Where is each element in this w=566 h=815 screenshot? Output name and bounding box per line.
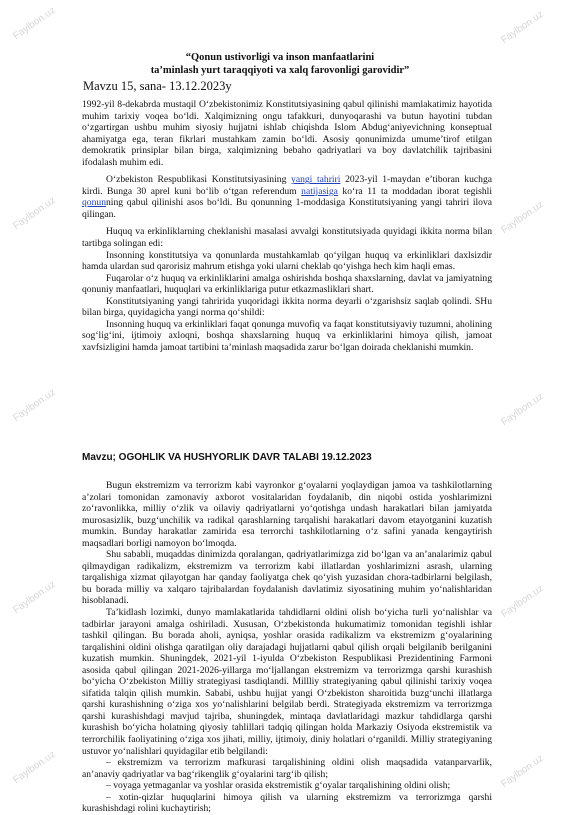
watermark: Faylbon.uz	[11, 748, 58, 787]
section-2-body	[82, 480, 492, 815]
paragraph: Fuqarolar o‘z huquq va erkinliklarini amalga oshirishda boshqa shaxslarning, davlat va jamiyatning qonuniy manfaatlari, huquqlari va erkinliklariga putur etkazmasliklari shart.	[82, 272, 492, 296]
paragraph: Ta’kidlash lozimki, dunyo mamlakatlarida tahdidlarni oldini olish bo‘yicha turli yo‘nalishlar va tadbirlar jarayoni amalga oshiriladi. Xususan, O‘zbekistonda hukumatimiz tomonidan tegishli ishlar tashkil qilingan. Bu borada aholi, ayniqsa, yoshlar orasida radikalizm va ekstremizm g‘oyalarining tarqalishini oldini olishga qaratilgan oliy darajadagi hujjatlarni qabul qilish orqali belgilanib berilganini kuzatish mumkin. Shuningdek, 2021-yil 1-iyulda O‘zbekiston Respublikasi Prezidentining Farmoni asosida qabul qilingan 2021-2026-yillarga mo‘ljallangan ekstremizm va terrorizmga qarshi kurashish bo‘yicha O‘zbekiston Milliy strategiyasi tasdiqlandi. Millliy strategiyaning qabul qilinishi tarixiy voqea sifatida talqin qilish mumkin. Sababi, ushbu hujjat yangi O‘zbekiston sharoitida buzg‘unchi illatlarga qarshi kurashishning o‘ziga xos yo‘nalishlarini belgilab berdi. Strategiyada ekstremizm va terrorizmga qarshi kurashishdagi mavjud tajriba, shuningdek, mintaqa davlatlaridagi mazkur tahdidlarga qarshi kurashish bo‘yicha holatning qiyosiy tahlillari tadqiq qilingan holda Markaziy Osiyoda ekstremistik va terrorchilik faoliyatining o‘ziga xos jihati, milliy, ijtimoiy, diniy holatlari o‘rganildi. Milliy strategiyaning ustuvor yo‘nalishlari quyidagilar etib belgilandi:	[82, 607, 492, 757]
bullet-item: – xotin-qizlar huquqlarini himoya qilish va ularning ekstremizm va terrorizmga qarshi kurashishdagi rolini kuchaytirish;	[82, 791, 492, 815]
watermark: Faylbon.uz	[499, 198, 546, 237]
paragraph: Bugun ekstremizm va terrorizm kabi vayronkor g‘oyalarni yoqlaydigan jamoa va tashkilotlarning a’zolari tomonidan zamonaviy axborot vositalaridan foydalanib, din niqobi ostida yoshlarimizni zo‘ravonlikka, milliy o‘zlik va oilaviy qadriyatlarni yo‘qotishga undash harakatlari bilan jamiyatda murosasizlik, buzg‘unchilik va radikal qarashlarning tarqalishi harakatlari davom etayotganini kuzatish mumkin. Bunday harakatlar zamirida esa terrorchi tashkilotlarning o‘z safini yanada kengaytirish maqsadlari borligi namoyon bo‘lmoqda.	[82, 480, 492, 549]
title-line-2: ta’minlash yurt taraqqiyoti va xalq farovonligi garovidir”	[150, 64, 410, 76]
watermark: Faylbon.uz	[499, 8, 546, 47]
paragraph	[82, 174, 492, 220]
watermark: Faylbon.uz	[11, 4, 58, 43]
section-1-body	[82, 99, 492, 353]
link-natijasiga[interactable]: natijasiga	[301, 185, 338, 197]
title-line-1: “Qonun ustivorligi va inson manfaatlarini	[185, 52, 375, 63]
topic-date: Mavzu 15, sana- 13.12.2023y	[83, 79, 232, 93]
watermark: Faylbon.uz	[499, 582, 546, 621]
watermark: Faylbon.uz	[11, 386, 58, 425]
paragraph: Insonning huquq va erkinliklari faqat qonunga muvofiq va faqat konstitutsiyaviy tuzumni, aholining sog‘lig‘ini, ijtimoiy axloqni, boshqa shaxslarning huquq va erkinliklarini himoya qilish, jamoat xavfsizligini hamda jamoat tartibini ta’minlash maqsadida zarur bo‘lgan doirada cheklanishi mumkin.	[82, 318, 492, 353]
text-run: 2023-yil 1-maydan e’tiboran kuchga kirdi. Bunga 30 aprel kuni bo‘lib o‘tgan referendum	[82, 174, 493, 197]
text-run: ning qabul qilinishi asos bo‘ldi. Bu qonunning 1-moddasiga Konstitutsiyaning yangi tahriri ilova qilingan.	[82, 197, 492, 220]
link-qonun[interactable]: qonun	[82, 197, 106, 209]
paragraph: Shu sababli, muqaddas dinimizda qoralangan, qadriyatlarimizga zid bo‘lgan va an’analarimiz qabul qilmaydigan radikalizm, ekstremizm va terrorizm kabi illatlardan yoshlarimizni asrash, ularning tarqalishiga xizmat qilayotgan har qanday faoliyatga chek qo‘yish yuzasidan chora-tadbirlarni belgilash, bu borada milliy va xalqaro tajribalardan foydalanish davlatimiz siyosatining muhim yo‘nalishlaridan hisoblanadi.	[82, 549, 492, 607]
document-title	[60, 52, 500, 77]
text-run: O‘zbekiston Respublikasi Konstitutsiyasining	[106, 174, 292, 186]
watermark: Faylbon.uz	[499, 390, 546, 429]
watermark: Faylbon.uz	[11, 194, 58, 233]
watermark: Faylbon.uz	[11, 578, 58, 617]
paragraph: 1992-yil 8-dekabrda mustaqil O‘zbekistonimiz Konstitutsiyasining qabul qilinishi mamlakatimiz hayotida muhim tarixiy voqea bo‘ldi. Xalqimizning ongu tafakkuri, dunyoqarashi va butun hayotini tubdan o‘zgartirgan ushbu muhim siyosiy hujjatni ishlab chiqishda Islom Abdug‘aniyevichning konseptual ahamiyatga ega, teran fikrlari mustahkam zamin bo‘ldi. Asosiy qonunimizda umume’tirof etilgan demokratik prinsiplar bilan birga, xalqimizning bebaho qadriyatlari va boy davlatchilik tajribasini ifodalash muhim edi.	[82, 99, 492, 168]
text-run: ko‘ra 11 ta moddadan iborat tegishli	[337, 185, 492, 197]
watermark: Faylbon.uz	[499, 752, 546, 791]
paragraph: Huquq va erkinliklarning cheklanishi masalasi avvalgi konstitutsiyada quyidagi ikkita norma bilan tartibga solingan edi:	[82, 226, 492, 250]
section-2-heading: Mavzu; OGOHLIK VA HUSHYORLIK DAVR TALABI 19.12.2023	[82, 452, 372, 463]
paragraph: Insonning konstitutsiya va qonunlarda mustahkamlab qo‘yilgan huquq va erkinliklari daxlsizdir hamda ulardan sud qarorisiz mahrum etishga yoki ularni cheklab qo‘yishga hech kim haqli emas.	[82, 249, 492, 273]
bullet-item: – ekstremizm va terrorizm mafkurasi tarqalishining oldini olish maqsadida vatanparvarlik, an’anaviy qadriyatlar va bag‘rikenglik g‘oyalarini targ‘ib qilish;	[82, 757, 492, 780]
paragraph: Konstitutsiyaning yangi tahririda yuqoridagi ikkita norma deyarli o‘zgarishsiz saqlab qolindi. SHu bilan birga, quyidagicha yangi norma qo‘shildi:	[82, 295, 492, 319]
bullet-item: – voyaga yetmaganlar va yoshlar orasida ekstremistik g‘oyalar tarqalishining oldini olish;	[106, 780, 451, 792]
link-yangi-tahriri[interactable]: yangi tahriri	[291, 174, 341, 186]
